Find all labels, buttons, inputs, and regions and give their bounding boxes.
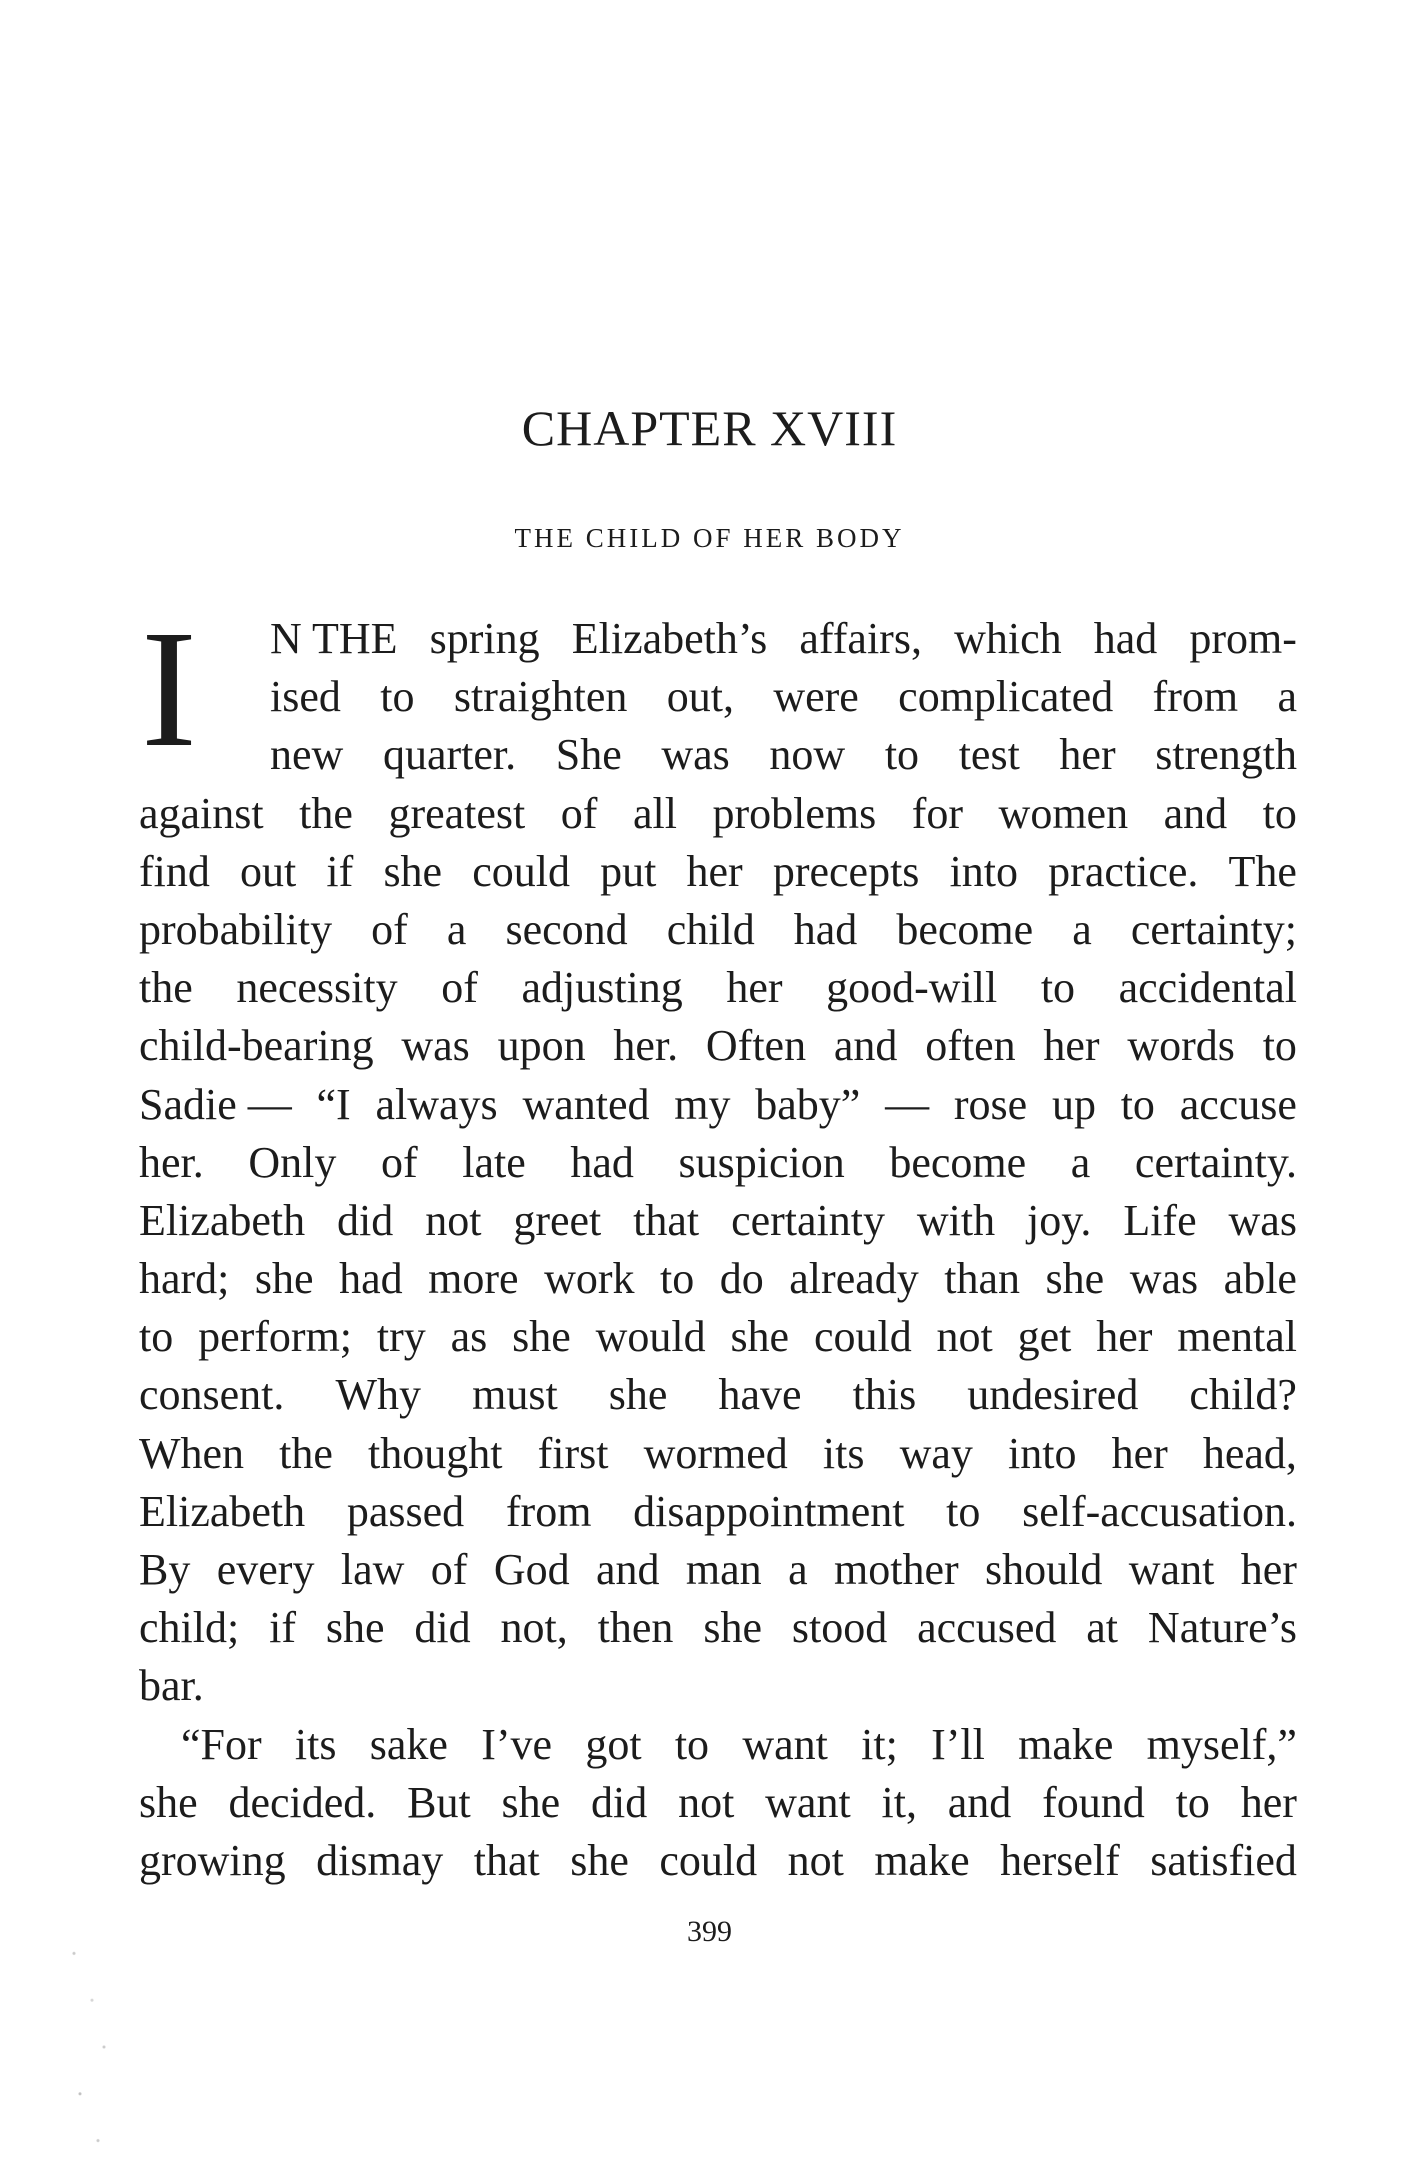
word: I’ll <box>931 1719 985 1769</box>
word: Often <box>705 1021 807 1071</box>
word: make <box>874 1835 970 1885</box>
word: did <box>337 1195 394 1245</box>
word: than <box>944 1254 1021 1304</box>
word: undesired <box>967 1370 1139 1420</box>
word: to <box>674 1719 710 1769</box>
word: become <box>896 904 1034 954</box>
word: necessity <box>236 963 398 1013</box>
word: Elizabeth <box>139 1486 306 1536</box>
word: must <box>472 1370 558 1420</box>
word: way <box>899 1428 973 1478</box>
chapter-title: CHAPTER XVIII <box>521 400 898 456</box>
word: not <box>425 1195 482 1245</box>
word: had <box>339 1254 403 1304</box>
word: to <box>660 1254 695 1304</box>
word: — <box>885 1079 930 1129</box>
word: of <box>380 1137 418 1187</box>
word: child <box>666 904 755 954</box>
word: she <box>501 1777 561 1827</box>
word: head, <box>1202 1428 1297 1478</box>
word: child-bearing <box>139 1021 374 1071</box>
word: satisfied <box>1150 1835 1297 1885</box>
word: not <box>936 1312 993 1362</box>
word: her <box>726 963 783 1013</box>
word: her <box>1096 1312 1153 1362</box>
word: accused <box>917 1603 1057 1653</box>
word: Elizabeth’s <box>571 614 768 663</box>
word: But <box>407 1777 471 1827</box>
text-line <box>139 1076 1297 1134</box>
word: N THE <box>270 614 398 663</box>
word: not <box>787 1835 844 1885</box>
word: the <box>299 788 353 838</box>
word: of <box>430 1545 468 1594</box>
word: then <box>597 1603 674 1653</box>
word: and <box>947 1777 1012 1827</box>
word: Sadie — <box>139 1079 292 1129</box>
word: her <box>1111 1428 1168 1478</box>
text-line <box>139 1134 1297 1192</box>
word: to <box>946 1486 981 1536</box>
word: get <box>1017 1312 1072 1362</box>
text-line <box>139 1017 1297 1075</box>
word: put <box>600 846 657 896</box>
word: her <box>1240 1777 1297 1827</box>
word: not, <box>500 1603 568 1653</box>
word: wanted <box>522 1079 650 1129</box>
text-line <box>139 1250 1297 1308</box>
word: a <box>1070 1137 1091 1187</box>
word: had <box>570 1137 634 1187</box>
word: want <box>1128 1545 1215 1594</box>
word: out, <box>666 672 734 722</box>
word: this <box>852 1370 917 1420</box>
word: become <box>889 1137 1027 1187</box>
word: did <box>591 1777 648 1827</box>
word: already <box>789 1254 919 1304</box>
word: she <box>383 846 443 896</box>
word: passed <box>346 1486 465 1536</box>
word: and <box>596 1545 660 1594</box>
word: every <box>216 1545 315 1594</box>
word: that <box>473 1835 540 1885</box>
word: the <box>139 963 193 1013</box>
word: hard; <box>139 1254 230 1304</box>
word: “I <box>316 1079 351 1129</box>
word: ised <box>270 672 341 722</box>
word: always <box>375 1079 498 1129</box>
word: find <box>139 846 210 896</box>
text-line <box>139 1657 1297 1715</box>
word: to <box>1120 1079 1155 1129</box>
word: against <box>139 788 264 838</box>
word: her <box>1043 1021 1100 1071</box>
drop-cap: I <box>141 596 197 782</box>
word: women <box>998 788 1129 838</box>
word: herself <box>1000 1835 1120 1885</box>
word: of <box>371 904 408 954</box>
word: out <box>240 846 297 896</box>
word: second <box>505 904 628 954</box>
word: I’ve <box>481 1719 553 1769</box>
word: quarter. <box>382 730 517 780</box>
word: often <box>925 1021 1016 1071</box>
word: dismay <box>316 1835 444 1885</box>
word: want <box>742 1719 828 1769</box>
word: she <box>608 1370 668 1420</box>
word: practice. <box>1048 846 1199 896</box>
text-line <box>139 1599 1297 1657</box>
word: she <box>139 1777 198 1827</box>
word: baby” <box>755 1079 861 1129</box>
word: able <box>1223 1254 1297 1304</box>
word: would <box>595 1312 706 1362</box>
word: had <box>793 904 858 954</box>
word: work <box>544 1254 635 1304</box>
word: The <box>1228 846 1297 896</box>
word: precepts <box>772 846 920 896</box>
word: child; <box>139 1603 240 1653</box>
word: By <box>139 1545 191 1594</box>
word: could <box>813 1312 912 1362</box>
word: she <box>730 1312 790 1362</box>
word: mental <box>1177 1312 1297 1362</box>
word: bar. <box>139 1661 204 1711</box>
word: to <box>1175 1777 1210 1827</box>
word: good-will <box>826 963 998 1013</box>
word: her <box>1240 1545 1297 1594</box>
word: to <box>1262 1021 1297 1071</box>
word: want <box>765 1777 851 1827</box>
word: she <box>1045 1254 1105 1304</box>
word: found <box>1042 1777 1145 1827</box>
word: She <box>555 730 622 780</box>
word: into <box>949 846 1019 896</box>
word: greatest <box>388 788 526 838</box>
word: complicated <box>898 672 1114 722</box>
text-line <box>139 1425 1297 1483</box>
word: which <box>954 614 1062 663</box>
word: and <box>833 1021 898 1071</box>
word: had <box>1093 614 1158 663</box>
word: more <box>428 1254 519 1304</box>
word: were <box>773 672 859 722</box>
word: law <box>340 1545 405 1594</box>
text-line <box>139 1192 1297 1250</box>
word: certainty <box>731 1195 885 1245</box>
word: certainty; <box>1130 904 1297 954</box>
word: was <box>1228 1195 1297 1245</box>
word: her. <box>139 1137 204 1187</box>
word: her. <box>613 1021 679 1071</box>
word: Nature’s <box>1147 1603 1297 1653</box>
word: from <box>1152 672 1239 722</box>
text-line <box>139 1483 1297 1541</box>
word: Only <box>248 1137 337 1187</box>
word: not <box>678 1777 735 1827</box>
word: to <box>380 672 415 722</box>
word: with <box>916 1195 996 1245</box>
word: decided. <box>228 1777 377 1827</box>
word: of <box>441 963 478 1013</box>
word: she <box>703 1603 762 1653</box>
word: perform; <box>198 1312 353 1362</box>
word: at <box>1086 1603 1119 1653</box>
word: it, <box>881 1777 917 1827</box>
text-line <box>139 610 1297 668</box>
word: could <box>472 846 570 896</box>
body-text <box>139 610 1297 1890</box>
word: was <box>401 1021 470 1071</box>
word: could <box>659 1835 758 1885</box>
word: rose <box>953 1079 1028 1129</box>
word: make <box>1018 1719 1114 1769</box>
word: a <box>446 904 467 954</box>
word: a <box>788 1545 808 1594</box>
word: myself,” <box>1146 1719 1297 1769</box>
word: strength <box>1155 730 1297 780</box>
word: disappointment <box>633 1486 905 1536</box>
word: from <box>505 1486 592 1536</box>
word: spring <box>429 614 540 663</box>
text-line <box>139 668 1297 726</box>
word: my <box>674 1079 731 1129</box>
word: man <box>685 1545 762 1594</box>
word: mother <box>834 1545 959 1594</box>
word: and <box>1163 788 1228 838</box>
text-line <box>139 1366 1297 1424</box>
word: When <box>139 1428 245 1478</box>
text-line <box>139 1832 1297 1890</box>
word: to <box>139 1312 174 1362</box>
word: try <box>376 1312 426 1362</box>
word: she <box>512 1312 571 1362</box>
word: now <box>769 730 846 780</box>
word: consent. <box>139 1370 285 1420</box>
word: problems <box>712 788 877 838</box>
word: accuse <box>1179 1079 1297 1129</box>
word: self-accusation. <box>1022 1486 1297 1536</box>
word: words <box>1127 1021 1235 1071</box>
word: suspicion <box>678 1137 845 1187</box>
word: late <box>462 1137 526 1187</box>
word: certainty. <box>1134 1137 1297 1187</box>
text-line <box>139 901 1297 959</box>
word: for <box>911 788 964 838</box>
word: joy. <box>1027 1195 1092 1245</box>
word: do <box>719 1254 764 1304</box>
text-line <box>139 959 1297 1017</box>
word: sake <box>369 1719 448 1769</box>
word: upon <box>497 1021 586 1071</box>
word: growing <box>139 1835 286 1885</box>
word: God <box>493 1545 570 1594</box>
text-line <box>139 785 1297 843</box>
text-line <box>139 1716 1297 1774</box>
word: she <box>254 1254 314 1304</box>
page-number: 399 <box>687 1915 732 1948</box>
word: Elizabeth <box>139 1195 306 1245</box>
word: up <box>1051 1079 1096 1129</box>
word: was <box>661 730 730 780</box>
word: “For <box>181 1719 262 1769</box>
word: have <box>718 1370 802 1420</box>
word: probability <box>139 904 333 954</box>
word: greet <box>513 1195 602 1245</box>
word: a <box>1072 904 1092 954</box>
word: its <box>294 1719 337 1769</box>
word: did <box>414 1603 471 1653</box>
word: wormed <box>643 1428 788 1478</box>
word: a <box>1277 672 1297 722</box>
word: new <box>270 730 344 780</box>
text-line <box>139 1308 1297 1366</box>
word: as <box>450 1312 488 1362</box>
word: her <box>686 846 743 896</box>
word: if <box>269 1603 296 1653</box>
word: stood <box>791 1603 888 1653</box>
word: she <box>325 1603 385 1653</box>
word: if <box>326 846 354 896</box>
word: was <box>1129 1254 1199 1304</box>
word: of <box>560 788 598 838</box>
word: child? <box>1189 1370 1297 1420</box>
text-line <box>139 1541 1297 1599</box>
word: Life <box>1123 1195 1197 1245</box>
word: affairs, <box>799 614 922 663</box>
word: all <box>632 788 677 838</box>
word: her <box>1059 730 1116 780</box>
word: first <box>537 1428 609 1478</box>
word: thought <box>368 1428 503 1478</box>
word: to <box>1040 963 1076 1013</box>
word: prom- <box>1189 614 1297 663</box>
text-line <box>139 726 1297 784</box>
word: into <box>1008 1428 1077 1478</box>
word: got <box>585 1719 642 1769</box>
word: test <box>958 730 1020 780</box>
word: should <box>985 1545 1103 1594</box>
word: to <box>1262 788 1297 838</box>
text-line <box>139 843 1297 901</box>
word: to <box>884 730 920 780</box>
text-line <box>139 1774 1297 1832</box>
word: accidental <box>1118 963 1297 1013</box>
scan-speckle <box>62 1930 122 2164</box>
chapter-subtitle: THE CHILD OF HER BODY <box>514 523 905 553</box>
word: it; <box>861 1719 898 1769</box>
word: straighten <box>453 672 628 722</box>
word: that <box>633 1195 700 1245</box>
word: the <box>279 1428 333 1478</box>
word: its <box>822 1428 865 1478</box>
word: she <box>570 1835 629 1885</box>
word: adjusting <box>521 963 683 1013</box>
word: Why <box>335 1370 422 1420</box>
